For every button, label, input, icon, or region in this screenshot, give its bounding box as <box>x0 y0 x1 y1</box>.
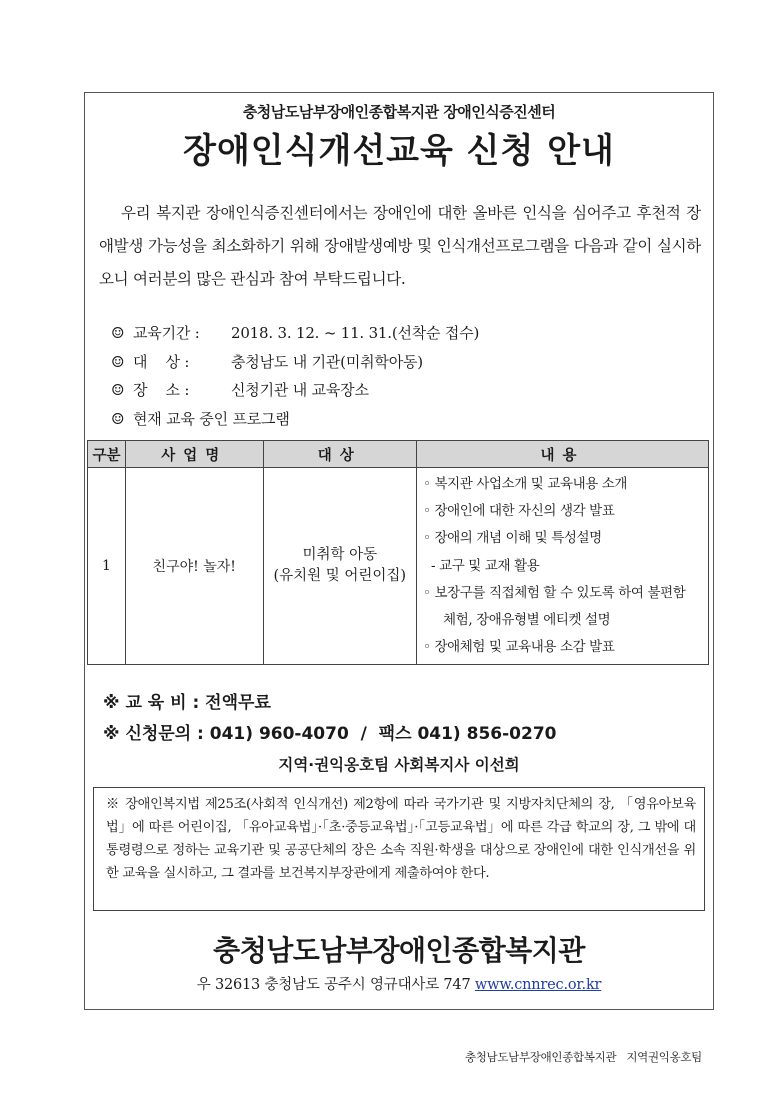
period-label: 교육기간 : <box>133 324 200 342</box>
address-text: 우 32613 충청남도 공주시 영규대사로 747 <box>196 977 471 993</box>
website-link[interactable]: www.cnnrec.or.kr <box>474 977 602 993</box>
content-item: ◦ 장애체험 및 교육내용 소감 발표 <box>423 639 615 656</box>
target-label: 대 상 : <box>133 352 190 371</box>
smile-icon: ☺ <box>111 324 125 342</box>
row-target-line-2: (유치원 및 어린이집) <box>273 568 407 585</box>
content-item: ◦ 장애인에 대한 자신의 생각 발표 <box>423 503 615 520</box>
law-notice-box: ※ 장애인복지법 제25조(사회적 인식개선) 제2항에 따라 국가기관 및 지방자치단체의 장, 「영유아보육법」에 따른 어린이집, 「유아교육법」·「초·중등교육법」·「고등교육법」에 따른 각급 학교의 장, 그 밖에 대통령령으로 정하는 교육기관 및 공공단체의 장은 소속 직원·학생을 대상으로 장애인에 대한 인식개선을 위한 교육을 실시하고, 그 결과를 보건복지부장관에게 제출하여야 한다. <box>93 787 705 911</box>
intro-line-1: 우리 복지관 장애인식증진센터에서는 장애인에 대한 올바른 인식을 심어주고 <box>121 204 631 222</box>
organization-name: 충청남도남부장애인종합복지관 <box>213 934 585 967</box>
info-current <box>111 405 691 434</box>
info-target <box>111 348 691 377</box>
header-name: 사업명 <box>125 441 263 468</box>
page-title: 장애인식개선교육 신청 안내 <box>183 131 615 171</box>
content-item: ◦ 장애의 개념 이해 및 특성설명 <box>423 530 602 547</box>
center-name: 충청남도남부장애인종합복지관 장애인식증진센터 <box>242 103 556 121</box>
address-line <box>85 973 713 994</box>
row-contents <box>417 468 709 665</box>
smile-icon: ☺ <box>111 352 125 371</box>
intro-paragraph <box>99 197 701 296</box>
smile-icon: ☺ <box>111 409 125 428</box>
row-target <box>263 468 417 665</box>
table-header-row <box>88 441 709 468</box>
footer-text: 충청남도남부장애인종합복지관 지역권익옹호팀 <box>464 1050 702 1064</box>
header-target: 대상 <box>263 441 417 468</box>
smile-icon: ☺ <box>111 381 125 399</box>
info-place <box>111 376 691 405</box>
content-item: ◦ 복지관 사업소개 및 교육내용 소개 <box>423 476 628 492</box>
row-target-line-1: 미취학 아동 <box>302 547 378 564</box>
content-item: - 교구 및 교재 활용 <box>431 557 540 574</box>
target-value: 충청남도 내 기관(미취학아동) <box>231 352 423 371</box>
flyer-frame <box>84 92 714 1010</box>
current-program-label: 현재 교육 중인 프로그램 <box>133 409 290 428</box>
table-row <box>88 468 709 665</box>
row-program-name: 친구야! 놀자! <box>125 468 263 665</box>
fee-line: ※ 교 육 비 : 전액무료 <box>103 693 271 713</box>
info-period <box>111 319 691 348</box>
intro-line-3: 다음과 같이 실시하오니 여러분의 많은 관심과 참여 부탁드립니다. <box>99 237 701 288</box>
fee-contact-block <box>103 688 556 750</box>
team-contact: 지역·권익옹호팀 사회복지사 이선희 <box>278 756 520 774</box>
place-value: 신청기관 내 교육장소 <box>231 381 369 399</box>
content-item: 체험, 장애유형별 에티켓 설명 <box>443 612 611 629</box>
place-label: 장 소 : <box>133 381 190 399</box>
contact-line: ※ 신청문의 : 041) 960-4070 / 팩스 041) 856-0270 <box>103 724 557 744</box>
info-list <box>111 319 691 433</box>
header-contents: 내용 <box>417 441 709 468</box>
program-table <box>87 440 709 665</box>
header-no: 구분 <box>88 441 126 468</box>
row-no: 1 <box>88 468 126 665</box>
period-value: 2018. 3. 12. ~ 11. 31.(선착순 접수) <box>231 324 480 342</box>
content-item: ◦ 보장구를 직접체험 할 수 있도록 하여 불편함 <box>423 584 686 601</box>
intro-line-2: 후천적 장애발생 가능성을 최소화하기 위해 장애발생예방 및 인식개선프로그램을 <box>99 204 701 255</box>
